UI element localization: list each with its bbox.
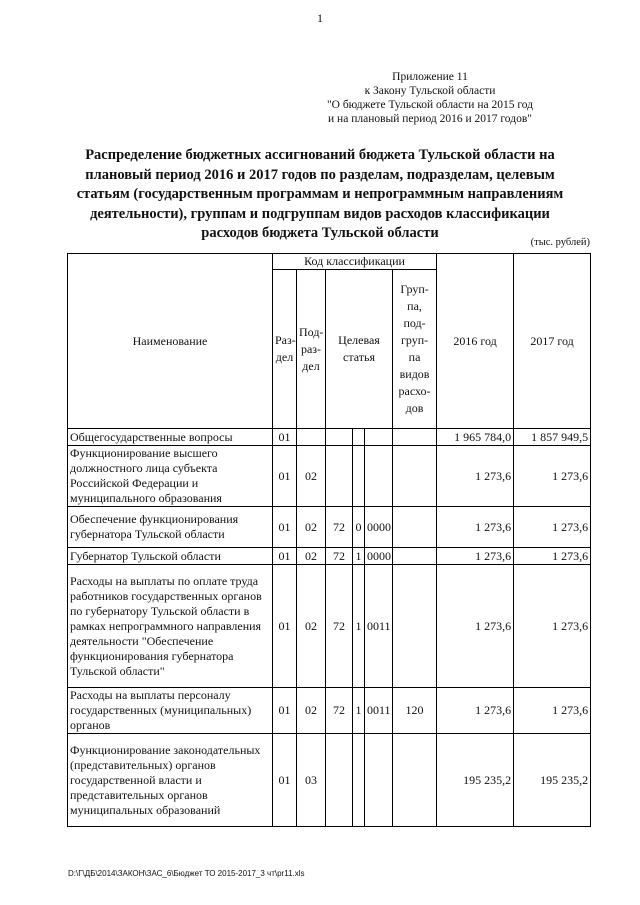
row-expense-group xyxy=(393,734,437,827)
header-expense-group: Груп- па, под- груп- па видов расхо- дов xyxy=(393,270,437,429)
table-row xyxy=(68,565,591,688)
row-subsection: 02 xyxy=(297,507,326,548)
appendix-line: "О бюджете Тульской области на 2015 год xyxy=(326,99,534,111)
row-name: Расходы на выплаты персоналу государственных (муниципальных) органов xyxy=(68,688,273,734)
row-target-direction: 0011 xyxy=(365,565,393,688)
row-name: Общегосударственные вопросы xyxy=(68,429,273,446)
row-section: 01 xyxy=(273,734,297,827)
row-target-subprogram xyxy=(353,734,365,827)
header-target: Целевая статья xyxy=(326,270,393,429)
row-expense-group xyxy=(393,565,437,688)
row-amount-2017: 1 273,6 xyxy=(514,446,591,507)
row-target-direction xyxy=(365,429,393,446)
row-target-direction: 0000 xyxy=(365,548,393,565)
appendix-line: и на плановый период 2016 и 2017 годов" xyxy=(328,113,532,125)
row-target-subprogram xyxy=(353,429,365,446)
page-number: 1 xyxy=(317,11,323,25)
row-target-subprogram xyxy=(353,446,365,507)
row-amount-2016: 1 273,6 xyxy=(437,688,514,734)
row-target-subprogram: 1 xyxy=(353,688,365,734)
row-section: 01 xyxy=(273,565,297,688)
row-amount-2016: 1 273,6 xyxy=(437,548,514,565)
row-amount-2016: 1 965 784,0 xyxy=(437,429,514,446)
row-name: Обеспечение функционирования губернатора Тульской области xyxy=(68,507,273,548)
row-section: 01 xyxy=(273,548,297,565)
row-expense-group xyxy=(393,548,437,565)
row-expense-group: 120 xyxy=(393,688,437,734)
row-target-program: 72 xyxy=(326,565,353,688)
row-target-subprogram: 1 xyxy=(353,565,365,688)
table-row xyxy=(68,507,591,548)
appendix-line: Приложение 11 xyxy=(392,71,468,83)
row-expense-group xyxy=(393,507,437,548)
row-subsection xyxy=(297,429,326,446)
appendix-header xyxy=(300,70,560,126)
header-subsection: Под- раз- дел xyxy=(297,270,326,429)
row-amount-2016: 1 273,6 xyxy=(437,507,514,548)
table-row xyxy=(68,548,591,565)
header-code-group: Код классификации xyxy=(273,254,437,270)
row-target-program xyxy=(326,429,353,446)
row-expense-group xyxy=(393,446,437,507)
row-amount-2017: 195 235,2 xyxy=(514,734,591,827)
row-amount-2017: 1 273,6 xyxy=(514,565,591,688)
appendix-line: к Закону Тульской области xyxy=(364,85,496,97)
row-amount-2016: 1 273,6 xyxy=(437,565,514,688)
row-section: 01 xyxy=(273,446,297,507)
row-target-direction xyxy=(365,446,393,507)
row-expense-group xyxy=(393,429,437,446)
row-amount-2016: 195 235,2 xyxy=(437,734,514,827)
row-target-subprogram: 0 xyxy=(353,507,365,548)
header-2017: 2017 год xyxy=(514,254,591,429)
budget-table xyxy=(67,253,591,827)
row-subsection: 02 xyxy=(297,446,326,507)
document-title: Распределение бюджетных ассигнований бюджета Тульской области на плановый период 2016 и 2017 годов по разделам, подразделам, целевым статьям (государственным программам и непрограммным направлениям деятельности), группам и подгруппам видов расходов классификации расходов бюджета Тульской области xyxy=(76,147,564,241)
row-target-program: 72 xyxy=(326,688,353,734)
header-section: Раз- дел xyxy=(273,270,297,429)
row-target-program xyxy=(326,734,353,827)
row-subsection: 02 xyxy=(297,548,326,565)
table-header-row xyxy=(68,254,591,270)
row-amount-2017: 1 857 949,5 xyxy=(514,429,591,446)
row-section: 01 xyxy=(273,507,297,548)
row-amount-2017: 1 273,6 xyxy=(514,548,591,565)
row-section: 01 xyxy=(273,429,297,446)
row-subsection: 02 xyxy=(297,565,326,688)
table-row xyxy=(68,688,591,734)
row-section: 01 xyxy=(273,688,297,734)
row-amount-2017: 1 273,6 xyxy=(514,507,591,548)
row-amount-2016: 1 273,6 xyxy=(437,446,514,507)
row-name: Функционирование высшего должностного лица субъекта Российской Федерации и муниципального образования xyxy=(68,446,273,507)
header-name: Наименование xyxy=(68,254,273,429)
row-name: Функционирование законодательных (представительных) органов государственной власти и представительных органов муниципальных образований xyxy=(68,734,273,827)
header-2016: 2016 год xyxy=(437,254,514,429)
row-target-direction: 0011 xyxy=(365,688,393,734)
row-name: Губернатор Тульской области xyxy=(68,548,273,565)
row-amount-2017: 1 273,6 xyxy=(514,688,591,734)
units-label: (тыс. рублей) xyxy=(530,237,590,248)
row-target-program: 72 xyxy=(326,548,353,565)
file-path-footer: D:\Г\ДБ\2014\ЗАКОН\ЗАС_6\Бюджет ТО 2015-2017_3 чт\pr11.xls xyxy=(68,869,305,878)
table-row xyxy=(68,446,591,507)
row-target-direction xyxy=(365,734,393,827)
row-target-subprogram: 1 xyxy=(353,548,365,565)
row-target-program: 72 xyxy=(326,507,353,548)
row-name: Расходы на выплаты по оплате труда работников государственных органов по губернатору Тульской области в рамках непрограммного направления деятельности "Обеспечение функционирования губернатора Тульской области" xyxy=(68,565,273,688)
table-row xyxy=(68,429,591,446)
row-target-program xyxy=(326,446,353,507)
row-target-direction: 0000 xyxy=(365,507,393,548)
table-row xyxy=(68,734,591,827)
row-subsection: 02 xyxy=(297,688,326,734)
row-subsection: 03 xyxy=(297,734,326,827)
